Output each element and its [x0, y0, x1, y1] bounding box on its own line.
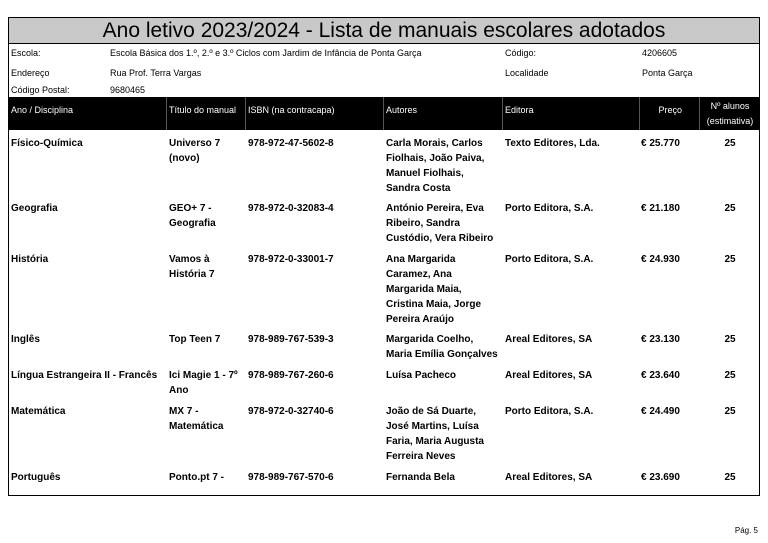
table-row	[9, 130, 759, 195]
cell-preco: € 23.640	[641, 370, 680, 381]
cell-alunos: 25	[724, 334, 736, 345]
cell-titulo-line: Ano	[169, 385, 189, 396]
cell-disciplina: Português	[11, 472, 61, 483]
header-separator	[639, 97, 640, 130]
cell-preco: € 24.930	[641, 254, 680, 265]
cell-autores-line: José Martins, Luísa	[386, 421, 479, 432]
cell-titulo-line: Ici Magie 1 - 7º	[169, 370, 238, 381]
cell-preco: € 21.180	[641, 203, 680, 214]
header-separator	[383, 97, 384, 130]
cell-isbn: 978-972-0-33001-7	[248, 254, 334, 265]
escola-label: Escola:	[11, 48, 41, 58]
cell-autores-line: Custódio, Vera Ribeiro	[386, 233, 494, 244]
cell-autores-line: Faria, Maria Augusta	[386, 436, 484, 447]
cell-autores-line: Margarida Maia,	[386, 284, 462, 295]
cell-editora: Porto Editora, S.A.	[505, 203, 594, 214]
page-title: Ano letivo 2023/2024 - Lista de manuais escolares adotados	[9, 18, 759, 44]
cell-autores-line: Ana Margarida	[386, 254, 456, 265]
endereco-label: Endereço	[11, 67, 50, 78]
cell-editora: Areal Editores, SA	[505, 370, 593, 381]
header-isbn: ISBN (na contracapa)	[248, 105, 335, 115]
cell-titulo	[169, 404, 223, 434]
cell-autores	[386, 252, 481, 327]
cell-isbn: 978-989-767-570-6	[248, 472, 334, 483]
table-row	[9, 195, 759, 246]
cell-autores	[386, 368, 456, 383]
cell-preco: € 23.130	[641, 334, 680, 345]
table-row	[9, 246, 759, 326]
header-separator	[245, 97, 246, 130]
cell-titulo-line: (novo)	[169, 153, 200, 164]
cell-titulo-line: Top Teen 7	[169, 334, 221, 345]
table-body	[9, 130, 759, 494]
cell-titulo	[169, 470, 224, 485]
header-separator	[166, 97, 167, 130]
cell-titulo	[169, 368, 238, 398]
cell-disciplina: Geografia	[11, 203, 58, 214]
postal-label: Código Postal:	[11, 85, 70, 95]
header-separator	[502, 97, 503, 130]
table-row	[9, 398, 759, 464]
cell-autores-line: Cristina Maia, Jorge	[386, 299, 482, 310]
endereco-value: Rua Prof. Terra Vargas	[110, 67, 202, 78]
header-titulo: Título do manual	[169, 105, 237, 115]
cell-disciplina: Língua Estrangeira II - Francês	[11, 370, 158, 381]
cell-alunos: 25	[724, 254, 736, 265]
cell-isbn: 978-972-47-5602-8	[248, 138, 334, 149]
cell-titulo-line: História 7	[169, 269, 215, 280]
info-row-endereco	[9, 64, 759, 84]
table-row	[9, 326, 759, 362]
document-frame	[8, 17, 760, 496]
cell-isbn: 978-972-0-32740-6	[248, 406, 334, 417]
cell-autores-line: Fernanda Bela	[386, 472, 455, 483]
cell-autores	[386, 404, 484, 464]
cell-titulo	[169, 332, 220, 347]
header-alunos	[701, 99, 759, 129]
cell-titulo-line: Geografia	[169, 218, 216, 229]
header-autores: Autores	[386, 105, 418, 115]
cell-titulo-line: Matemática	[169, 421, 224, 432]
cell-alunos: 25	[724, 203, 736, 214]
cell-autores-line: Pereira Araújo	[386, 314, 454, 325]
cell-titulo	[169, 252, 215, 282]
cell-autores-line: Sandra Costa	[386, 183, 451, 194]
cell-editora: Areal Editores, SA	[505, 472, 593, 483]
cell-disciplina: Matemática	[11, 406, 66, 417]
codigo-value: 4206605	[642, 48, 678, 58]
cell-isbn: 978-989-767-539-3	[248, 334, 334, 345]
cell-editora: Areal Editores, SA	[505, 334, 593, 345]
header-preco: Preço	[658, 105, 682, 115]
cell-autores-line: Ferreira Neves	[386, 451, 456, 462]
cell-autores-line: Manuel Fiolhais,	[386, 168, 464, 179]
cell-titulo-line: GEO+ 7 -	[169, 203, 212, 214]
info-row-escola	[9, 44, 759, 64]
cell-titulo	[169, 201, 216, 231]
cell-autores-line: Carla Morais, Carlos	[386, 138, 483, 149]
cell-autores	[386, 470, 455, 485]
cell-titulo	[169, 136, 220, 166]
cell-autores-line: Luísa Pacheco	[386, 370, 457, 381]
header-alunos-line1: Nº alunos	[710, 101, 750, 111]
cell-isbn: 978-989-767-260-6	[248, 370, 334, 381]
page-number: Pág. 5	[734, 526, 758, 535]
cell-alunos: 25	[724, 138, 736, 149]
cell-preco: € 23.690	[641, 472, 680, 483]
header-separator	[699, 97, 700, 130]
cell-titulo-line: MX 7 -	[169, 406, 199, 417]
table-row	[9, 362, 759, 398]
escola-value: Escola Básica dos 1.º, 2.º e 3.º Ciclos com Jardim de Infância de Ponta Garça	[110, 48, 422, 58]
localidade-label: Localidade	[505, 67, 549, 78]
cell-preco: € 25.770	[641, 138, 680, 149]
cell-disciplina: Físico-Química	[11, 138, 83, 149]
cell-autores	[386, 201, 493, 246]
info-row-postal	[9, 83, 759, 97]
header-editora: Editora	[505, 105, 534, 115]
table-header	[9, 97, 759, 130]
cell-titulo-line: Universo 7	[169, 138, 221, 149]
cell-editora: Porto Editora, S.A.	[505, 406, 594, 417]
cell-isbn: 978-972-0-32083-4	[248, 203, 334, 214]
header-alunos-line2: (estimativa)	[706, 116, 754, 126]
cell-autores	[386, 332, 498, 362]
cell-titulo-line: Vamos à	[169, 254, 210, 265]
cell-autores-line: Margarida Coelho,	[386, 334, 474, 345]
header-disciplina: Ano / Disciplina	[11, 105, 74, 115]
cell-autores-line: João de Sá Duarte,	[386, 406, 477, 417]
cell-disciplina: História	[11, 254, 49, 265]
postal-value: 9680465	[110, 85, 146, 95]
cell-editora: Porto Editora, S.A.	[505, 254, 594, 265]
cell-autores-line: Caramez, Ana	[386, 269, 452, 280]
codigo-label: Código:	[505, 48, 537, 58]
localidade-value: Ponta Garça	[642, 67, 693, 78]
cell-alunos: 25	[724, 472, 736, 483]
cell-editora: Texto Editores, Lda.	[505, 138, 600, 149]
cell-alunos: 25	[724, 370, 736, 381]
cell-autores-line: António Pereira, Eva	[386, 203, 484, 214]
cell-autores-line: Fiolhais, João Paiva,	[386, 153, 485, 164]
cell-alunos: 25	[724, 406, 736, 417]
cell-autores	[386, 136, 484, 196]
cell-disciplina: Inglês	[11, 334, 40, 345]
table-row	[9, 464, 759, 494]
cell-autores-line: Maria Emília Gonçalves	[386, 349, 498, 360]
cell-titulo-line: Ponto.pt 7 -	[169, 472, 224, 483]
cell-autores-line: Ribeiro, Sandra	[386, 218, 460, 229]
cell-preco: € 24.490	[641, 406, 680, 417]
